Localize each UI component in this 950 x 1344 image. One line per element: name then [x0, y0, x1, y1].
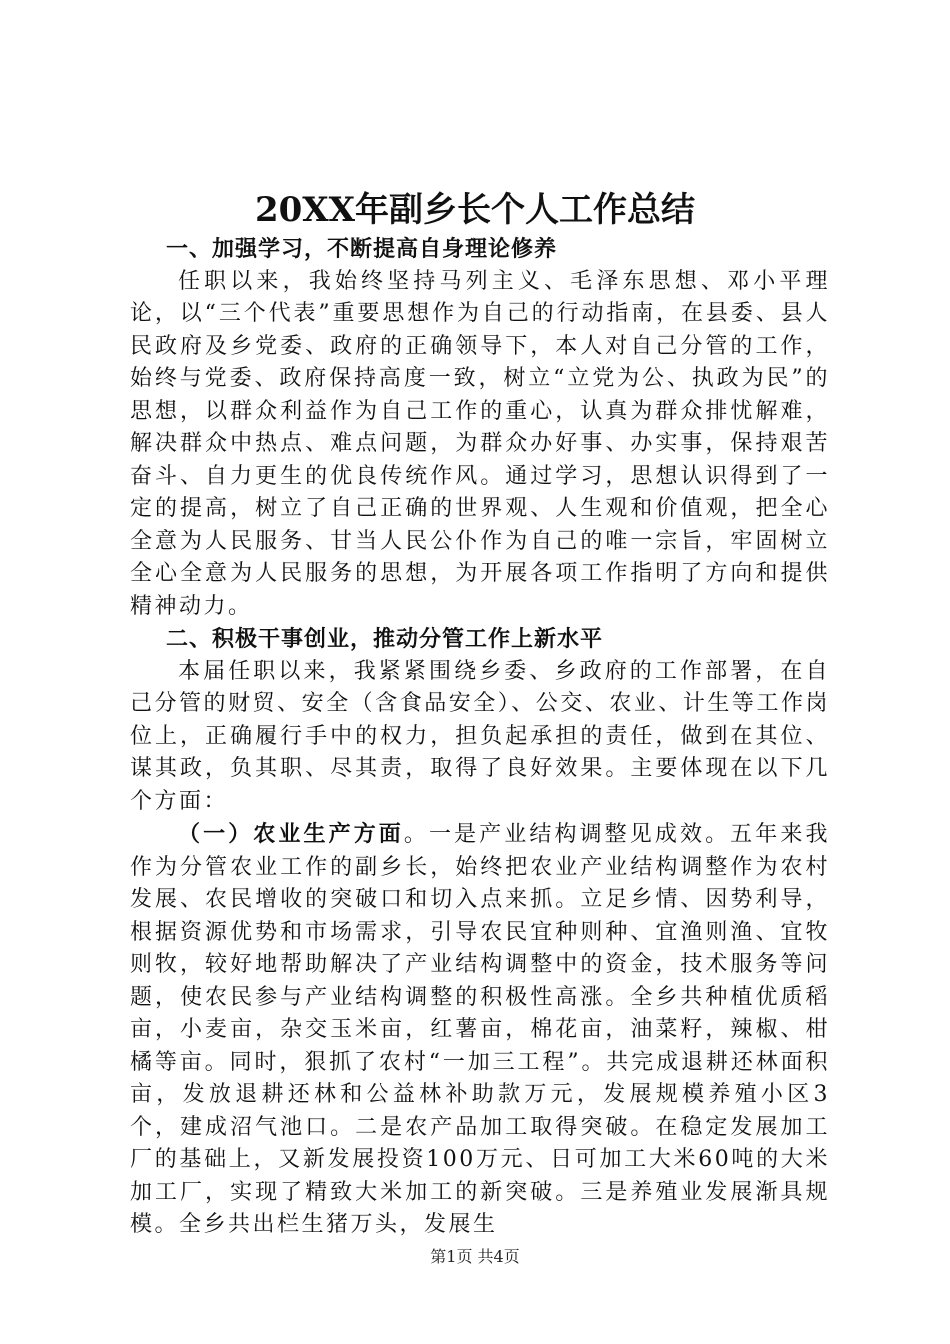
body-paragraph: 任职以来，我始终坚持马列主义、毛泽东思想、邓小平理论，以“三个代表”重要思想作为自己的行动指南，在县委、县人民政府及乡党委、政府的正确领导下，本人对自己分管的工作，始终与党委、政府保持高度一致，树立“立党为公、执政为民”的思想，以群众利益作为自己工作的重心，认真为群众排忧解难，解决群众中热点、难点问题，为群众办好事、办实事，保持艰苦奋斗、自力更生的优良传统作风。通过学习，思想认识得到了一定的提高，树立了自己正确的世界观、人生观和价值观，把全心全意为人民服务、甘当人民公仆作为自己的唯一宗旨，牢固树立全心全意为人民服务的思想，为开展各项工作指明了方向和提供精神动力。	[130, 268, 830, 619]
document-title: 20XX年副乡长个人工作总结	[254, 190, 696, 230]
subsection-paragraph	[130, 818, 830, 1242]
document-body	[130, 233, 830, 1242]
body-paragraph: 本届任职以来，我紧紧围绕乡委、乡政府的工作部署，在自己分管的财贸、安全（含食品安全）、公交、农业、计生等工作岗位上，正确履行手中的权力，担负起承担的责任，做到在其位、谋其政，负其职、尽其责，取得了良好效果。主要体现在以下几个方面：	[130, 658, 830, 814]
section-heading: 一、加强学习，不断提高自身理论修养	[166, 236, 558, 262]
subsection-text: 。一是产业结构调整见成效。五年来我作为分管农业工作的副乡长，始终把农业产业结构调整作为农村发展、农民增收的突破口和切入点来抓。立足乡情、因势利导，根据资源优势和市场需求，引导农民宜种则种、宜渔则渔、宜牧则牧，较好地帮助解决了产业结构调整中的资金，技术服务等问题，使农民参与产业结构调整的积极性高涨。全乡共种植优质稻亩，小麦亩，杂交玉米亩，红薯亩，棉花亩，油菜籽，辣椒、柑橘等亩。同时，狠抓了农村“一加三工程”。共完成退耕还林面积亩，发放退耕还林和公益林补助款万元，发展规模养殖小区3个，建成沼气池口。二是农产品加工取得突破。在稳定发展加工厂的基础上，又新发展投资100万元、日可加工大米60吨的大米加工厂，实现了精致大米加工的新突破。三是养殖业发展渐具规模。全乡共出栏生猪万头，发展生	[130, 822, 830, 1237]
page-footer: 第1页 共4页	[430, 1247, 520, 1266]
section-heading: 二、积极干事创业，推动分管工作上新水平	[166, 626, 604, 652]
subsection-lead: （一）农业生产方面	[178, 821, 404, 847]
